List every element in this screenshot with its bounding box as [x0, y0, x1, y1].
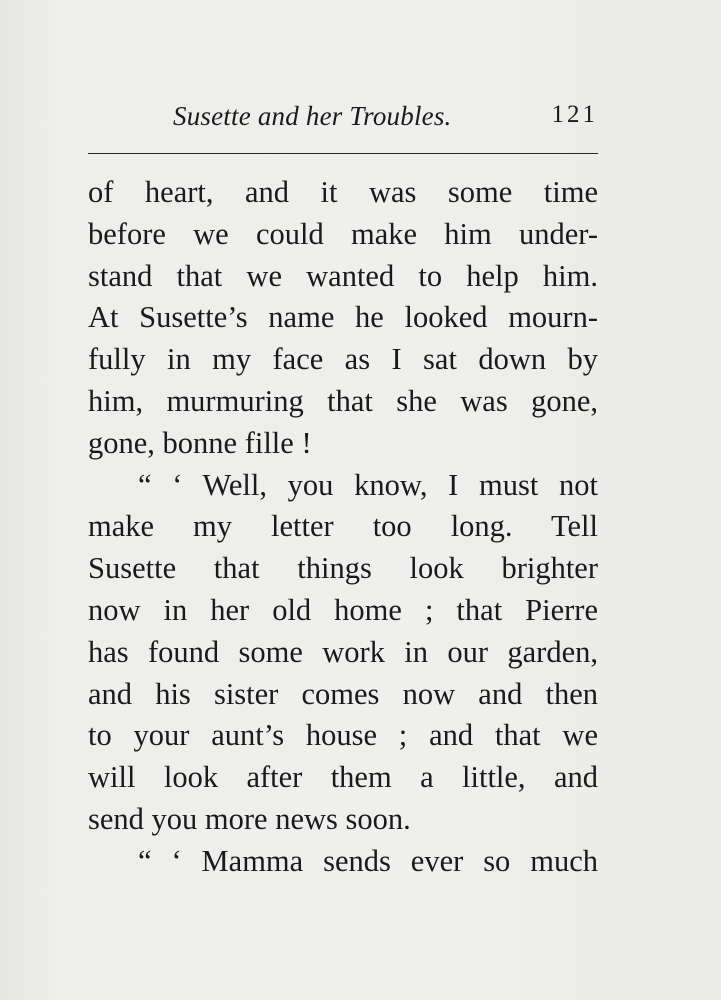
- text-line: send you more news soon.: [88, 801, 411, 836]
- body-text: [88, 172, 598, 883]
- text-line: before we could make him under-: [88, 216, 598, 251]
- text-line: At Susette’s name he looked mourn-: [88, 300, 598, 335]
- text-line: fully in my face as I sat down by: [88, 342, 598, 377]
- text-line: to your aunt’s house ; and that we: [88, 718, 598, 753]
- text-line: Susette that things look brighter: [88, 551, 598, 586]
- text-line: of heart, and it was some time: [88, 175, 598, 209]
- running-title: Susette and her Troubles.: [173, 101, 452, 131]
- text-line: make my letter too long. Tell: [88, 509, 598, 544]
- header-rule: [88, 153, 598, 154]
- text-line: gone, bonne fille !: [88, 425, 312, 460]
- text-line: and his sister comes now and then: [88, 676, 598, 711]
- text-line: stand that we wanted to help him.: [88, 258, 598, 293]
- text-line: will look after them a little, and: [88, 760, 598, 795]
- running-head: [88, 101, 600, 141]
- text-line: “ ‘ Mamma sends ever so much: [138, 843, 598, 878]
- page-number: 121: [551, 101, 598, 128]
- text-line: “ ‘ Well, you know, I must not: [138, 467, 598, 502]
- text-line: now in her old home ; that Pierre: [88, 592, 598, 627]
- text-line: him, murmuring that she was gone,: [88, 383, 598, 418]
- text-line: has found some work in our garden,: [88, 634, 598, 669]
